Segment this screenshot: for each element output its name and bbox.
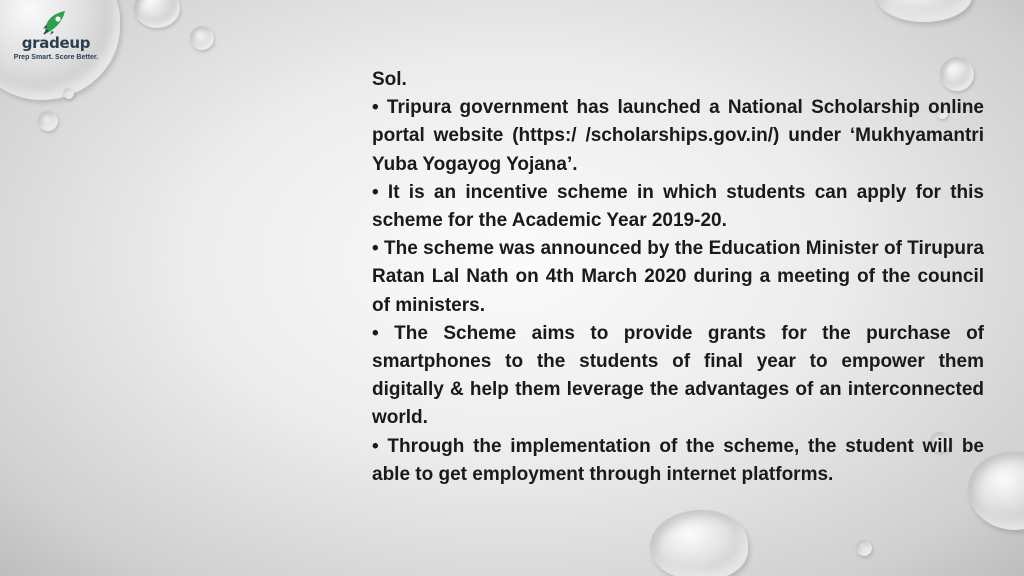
gradeup-logo: [4, 8, 108, 61]
solution-text: [372, 66, 984, 489]
water-drop-decoration: [190, 26, 214, 50]
logo-name: gradeup: [21, 34, 91, 52]
logo-tagline: Prep Smart. Score Better.: [13, 54, 99, 61]
water-drop-decoration: [650, 510, 748, 576]
solution-point: • Through the implementation of the scheme, the student will be able to get employment through internet platforms.: [372, 435, 984, 485]
water-drop-decoration: [856, 540, 872, 556]
water-drop-decoration: [134, 0, 180, 28]
rocket-icon: [41, 8, 71, 36]
solution-point: • It is an incentive scheme in which students can apply for this scheme for the Academic Year 2019-20.: [372, 181, 984, 232]
solution-point: • The Scheme aims to provide grants for the purchase of smartphones to the students of final year to empower them digitally & help them leverage the advantages of an interconnected world.: [372, 322, 984, 429]
water-drop-decoration: [63, 88, 74, 99]
solution-heading: Sol.: [372, 69, 407, 90]
water-drop-decoration: [876, 0, 972, 22]
water-drop-decoration: [38, 111, 58, 131]
solution-point: • Tripura government has launched a National Scholarship online portal website (https:/ /scholarships.gov.in/) under ‘Mukhyamantri Yuba Yogayog Yojana’.: [372, 97, 984, 175]
solution-point: • The scheme was announced by the Education Minister of Tirupura Ratan Lal Nath on 4th March 2020 during a meeting of the council of ministers.: [372, 238, 984, 316]
